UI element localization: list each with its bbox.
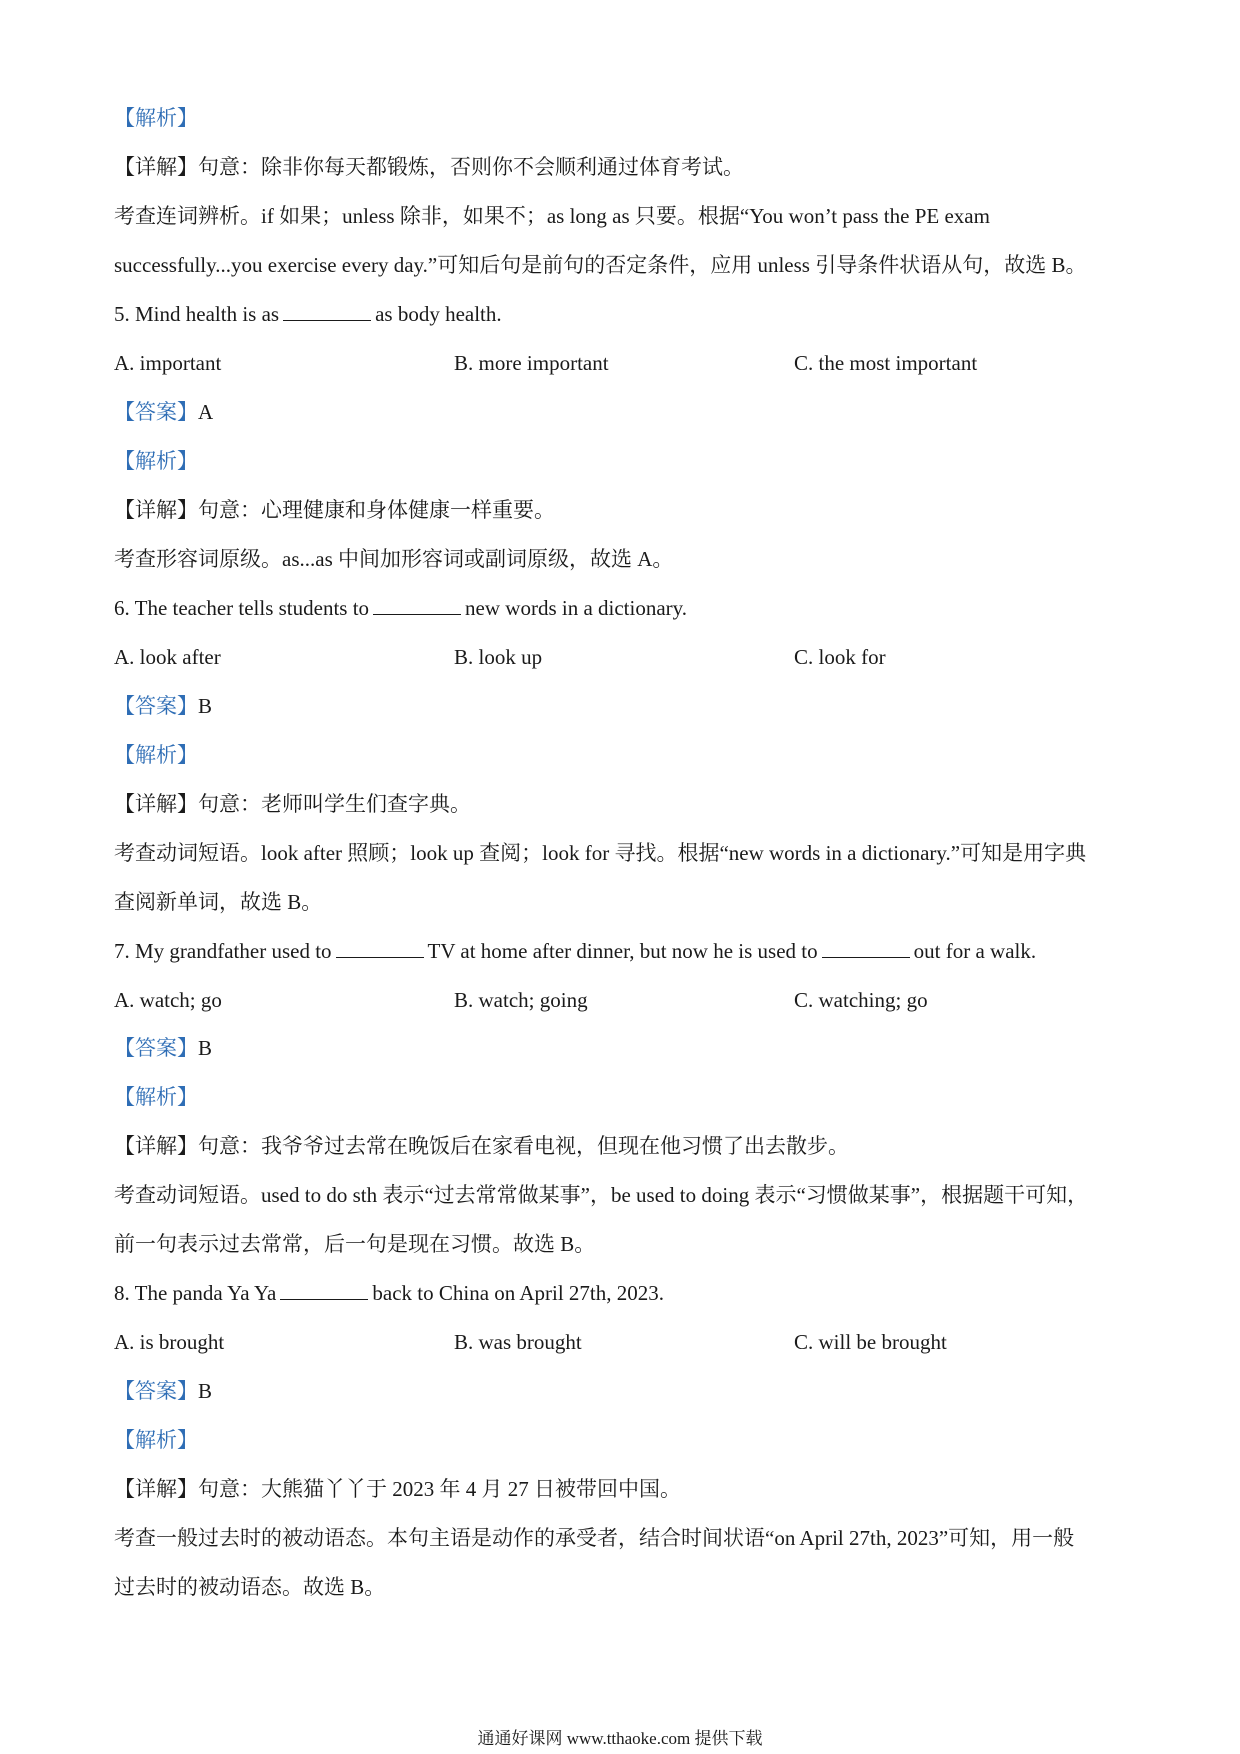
explanation-line: 考查动词短语。look after 照顾；look up 查阅；look for 寻找。根据“new words in a dictionary.”可知是用字典 <box>114 841 1087 865</box>
detail-line: 【详解】句意：我爷爷过去常在晚饭后在家看电视，但现在他习惯了出去散步。 <box>114 1134 849 1158</box>
detail-line: 【详解】句意：老师叫学生们查字典。 <box>114 792 471 816</box>
analysis-label: 【解析】 <box>114 106 198 130</box>
question-6-stem: 6. The teacher tells students to new words in a dictionary. <box>114 596 688 620</box>
answer-line: 【答案】B <box>114 1036 213 1060</box>
option-c: C. will be brought <box>794 1330 947 1354</box>
detail-line: 【详解】句意：大熊猫丫丫于 2023 年 4 月 27 日被带回中国。 <box>114 1477 681 1501</box>
answer-blank <box>336 937 424 958</box>
answer-line: 【答案】A <box>114 400 214 424</box>
option-c: C. look for <box>794 645 886 669</box>
option-b: B. was brought <box>454 1330 582 1354</box>
option-a: A. look after <box>114 645 221 669</box>
explanation-line: 查阅新单词，故选 B。 <box>114 890 323 914</box>
answer-blank <box>373 594 461 615</box>
explanation-line: 考查形容词原级。as...as 中间加形容词或副词原级，故选 A。 <box>114 547 674 571</box>
detail-line: 【详解】句意：除非你每天都锻炼，否则你不会顺利通过体育考试。 <box>114 155 744 179</box>
question-8-stem: 8. The panda Ya Ya back to China on April 27th, 2023. <box>114 1281 665 1305</box>
option-a: A. watch; go <box>114 988 222 1012</box>
analysis-label: 【解析】 <box>114 1428 198 1452</box>
answer-blank <box>283 300 371 321</box>
option-b: B. more important <box>454 351 609 375</box>
answer-line: 【答案】B <box>114 1379 213 1403</box>
analysis-label: 【解析】 <box>114 1085 198 1109</box>
option-b: B. look up <box>454 645 543 669</box>
answer-blank <box>822 937 910 958</box>
question-5-stem: 5. Mind health is as as body health. <box>114 302 502 326</box>
explanation-line: 考查一般过去时的被动语态。本句主语是动作的承受者，结合时间状语“on April 27th, 2023”可知，用一般 <box>114 1526 1075 1550</box>
explanation-line: 过去时的被动语态。故选 B。 <box>114 1575 386 1599</box>
option-c: C. watching; go <box>794 988 928 1012</box>
option-c: C. the most important <box>794 351 978 375</box>
analysis-label: 【解析】 <box>114 743 198 767</box>
detail-line: 【详解】句意：心理健康和身体健康一样重要。 <box>114 498 555 522</box>
option-a: A. is brought <box>114 1330 225 1354</box>
answer-line: 【答案】B <box>114 694 213 718</box>
answer-blank <box>280 1279 368 1300</box>
page-footer: 通通好课网 www.tthaoke.com 提供下载 <box>477 1729 763 1748</box>
option-a: A. important <box>114 351 222 375</box>
analysis-label: 【解析】 <box>114 449 198 473</box>
question-7-stem: 7. My grandfather used to TV at home after dinner, but now he is used to out for a walk. <box>114 939 1037 963</box>
explanation-line: successfully...you exercise every day.”可知后句是前句的否定条件，应用 unless 引导条件状语从句，故选 B。 <box>114 253 1087 277</box>
option-b: B. watch; going <box>454 988 588 1012</box>
explanation-line: 考查连词辨析。if 如果；unless 除非，如果不；as long as 只要。根据“You won’t pass the PE exam <box>114 204 990 228</box>
explanation-line: 前一句表示过去常常，后一句是现在习惯。故选 B。 <box>114 1232 596 1256</box>
explanation-line: 考查动词短语。used to do sth 表示“过去常常做某事”，be used to doing 表示“习惯做某事”，根据题干可知， <box>114 1183 1089 1207</box>
